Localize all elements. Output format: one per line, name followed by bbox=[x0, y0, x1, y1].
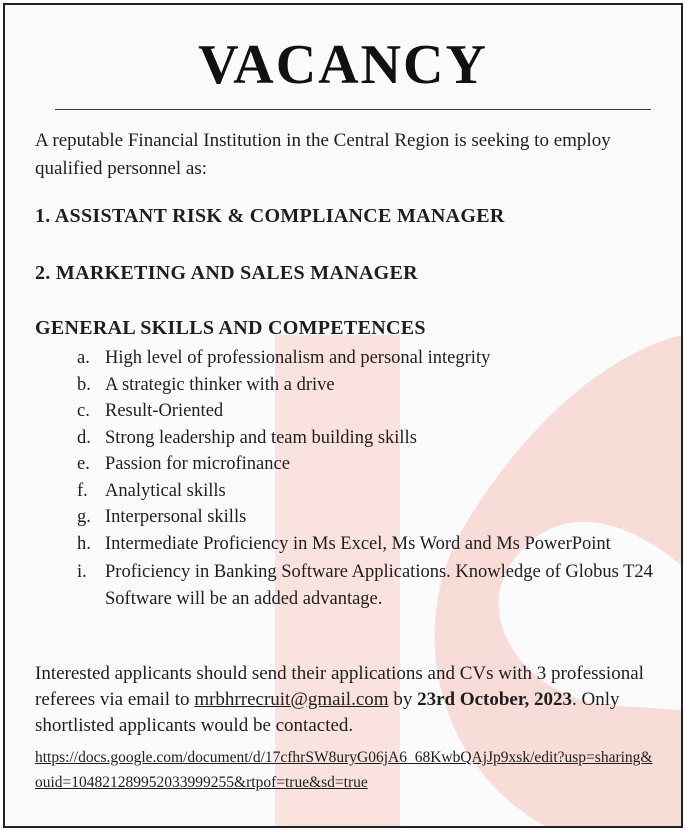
deadline: 23rd October, 2023 bbox=[417, 689, 573, 710]
skill-item: b. A strategic thinker with a drive bbox=[77, 374, 335, 395]
position-1: 1. ASSISTANT RISK & COMPLIANCE MANAGER bbox=[35, 205, 505, 227]
application-form-link[interactable]: https://docs.google.com/document/d/17cfhrSW8uryG06jA6_68KwbQAjJp9xsk/edit?usp=sharing&ouid=104821289952033999255&rtpof=true&sd=true bbox=[35, 749, 653, 791]
skill-item: d. Strong leadership and team building skills bbox=[77, 427, 417, 448]
page-title: VACANCY bbox=[198, 34, 488, 96]
skill-item: a. High level of professionalism and personal integrity bbox=[77, 348, 491, 368]
skill-item: i. Proficiency in Banking Software Applications. Knowledge of Globus T24 Software will be an added advantage. bbox=[77, 562, 653, 609]
vacancy-advert bbox=[3, 3, 683, 828]
skill-item: h. Intermediate Proficiency in Ms Excel, Ms Word and Ms PowerPoint bbox=[77, 533, 611, 554]
contact-paragraph: Interested applicants should send their applications and CVs with 3 professional referees via email to mrbhrrecruit@gmail.com by 23rd October, 2023. Only shortlisted applicants would be contacted. bbox=[35, 663, 644, 736]
title-divider bbox=[55, 109, 651, 110]
skill-item: f. Analytical skills bbox=[77, 480, 226, 501]
skills-heading: GENERAL SKILLS AND COMPETENCES bbox=[35, 317, 426, 339]
position-2: 2. MARKETING AND SALES MANAGER bbox=[35, 262, 418, 284]
skill-item: e. Passion for microfinance bbox=[77, 454, 290, 474]
skills-list bbox=[77, 345, 657, 612]
intro-paragraph: A reputable Financial Institution in the Central Region is seeking to employ qualified personnel as: bbox=[35, 130, 611, 179]
email-link[interactable]: mrbhrrecruit@gmail.com bbox=[194, 689, 389, 710]
skill-item: c. Result-Oriented bbox=[77, 401, 224, 421]
skill-item: g. Interpersonal skills bbox=[77, 507, 247, 527]
